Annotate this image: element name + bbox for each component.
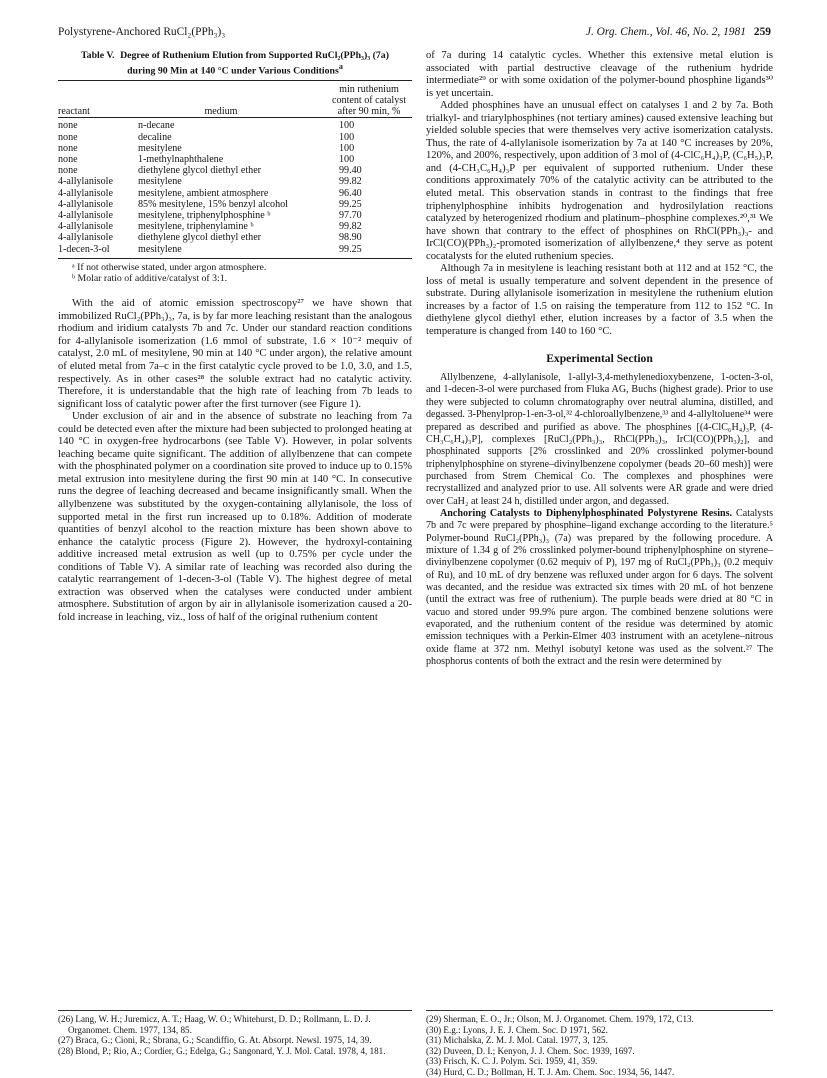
- col-header-value: min ruthenium content of catalyst after 90 min, %: [332, 83, 406, 118]
- experimental-paragraph: [426, 508, 773, 668]
- table-row: [58, 221, 412, 232]
- col-header-medium: medium: [204, 106, 238, 118]
- cell-reactant: none: [58, 165, 78, 177]
- paragraph: Added phosphines have an unusual effect on catalyses 1 and 2 by 7a. Both trialkyl- and triarylphosphines (not tertiary amines) caused extensive leaching but yielded soluble species that were themselves very active isomerization catalysts. Thus, the rate of 4-allylanisole isomerization by 7a at 140 °C increases by 20%, 120%, and 200%, respectively, upon addition of 3 mol of (4-ClC₆H₄)₃P, (C₆H₅)₃P, and (4-CH₃C₆H₄)₃P per equivalent of supported ruthenium. Under these conditions approximately 70% of the catalytic activity can be attributed to the eluted metal. This observation stands in contrast to the findings that free triphenylphosphine inhibits hydrogenation and hydrosilylation reactions catalyzed by heterogenized rhodium and platinum–phosphine complexes.²⁰,³¹ We have shown that contrary to the effect of phosphines on RhCl(PPh₃)₃- and IrCl(CO)(PPh₃)₂-promoted isomerization of allylbenzene,⁴ they serve as potent cocatalysts for the eluted ruthenium species.: [426, 100, 773, 262]
- table-label: Table V.: [81, 50, 115, 61]
- running-head: [58, 26, 771, 42]
- cell-medium: 85% mesitylene, 15% benzyl alcohol: [138, 198, 288, 210]
- cell-value: 100: [339, 142, 355, 154]
- cell-reactant: 4-allylanisole: [58, 221, 113, 233]
- cell-value: 99.82: [339, 221, 362, 233]
- experimental-paragraph: Allylbenzene, 4-allylanisole, 1-allyl-3,4-methylenedioxybenzene, 1-octen-3-ol, and 1-decen-3-ol were purchased from Fluka AG, Buchs (highest grade). Prior to use they were subjected to column chromatography over neutral alumina, distilled, and degassed. 3-Phenylprop-1-en-3-ol,³² 4-chloroallylbenzene,³³ and 4-allyltoluene³⁴ were prepared as described and purified as above. The phosphines [(4-ClC₆H₄)₃P, (4-CH₃C₆H₄)₃P], complexes [RuCl₂(PPh₃)₃, RhCl(PPh₃)₃, IrCl(CO)(PPh₃)₂], and phosphinated supports [2% crosslinked and 20% crosslinked polymer-bound triphenylphosphine on styrene–divinylbenzene copolymer (beads 20–60 mesh)] were purchased from Strem Chemical Co. The complexes and phosphines were recrystallized and analyzed prior to use. All solvents were AR grade and were dried over CaH₂ at least 24 h, distilled under argon, and degassed.: [426, 372, 773, 507]
- cell-value: 99.40: [339, 165, 362, 177]
- cell-value: 98.90: [339, 232, 362, 244]
- table-row: [58, 132, 412, 143]
- footnote-rule: [58, 1010, 412, 1011]
- cell-reactant: 4-allylanisole: [58, 176, 113, 188]
- cell-medium: n-decane: [138, 118, 304, 132]
- footnote: (27) Braca, G.; Cioni, R.; Sbrana, G.; Scandiffio, G. At. Absorpt. Newsl. 1975, 14, 39.: [58, 1035, 372, 1046]
- paragraph: Under exclusion of air and in the absence of substrate no leaching from 7a could be detected even after the mixture had been subjected to prolonged heating at 140 °C in oxygen-free hydrocarbons (see Table V). However, in polar solvents leaching became quite significant. The addition of allylbenzene that can compete with the phosphinated polymer on a coordination site proved to induce up to 0.15% metal extrusion into mesitylene during the first 90 min at 140 °C. In consecutive runs the degree of leaching decreased and became insignificantly small. When the allylbenzene was substituted by the oxygen-containing allylanisole, the loss of supported metal in the first run increased up to 0.18%. Addition of moderate quantities of benzyl alcohol to the reaction mixture has been shown above to enhance the catalytic process (Figure 2). However, the hydroxyl-containing additive increased metal extrusion as well (up to 0.75% per cycle under the conditions of Table V). A similar rate of leaching was recorded also during the catalytic rearrangement of 1-decen-3-ol (Table V). The highest degree of metal extraction was observed when the catalyses were conducted under ambient atmosphere. Substitution of argon by air in allylanisole isomerization caused a 20-fold increase in leaching, viz., loss of half of the original ruthenium content: [58, 411, 412, 623]
- col-header-reactant: reactant: [58, 106, 90, 118]
- left-body-text: [58, 298, 412, 624]
- journal-citation: J. Org. Chem., Vol. 46, No. 2, 1981: [585, 26, 746, 38]
- experimental-text: Catalysts 7b and 7c were prepared by phosphine–ligand exchange according to the literature.⁵ Polymer-bound RuCl₂(PPh₃)₃ (7a) was prepared by the following procedure. A mixture of 1.34 g of 2% crosslinked polymer-bound triphenylphosphine on styrene–divinylbenzene copolymer (0.62 mequiv of P), 197 mg of RuCl₂(PPh₃)₃ (0.2 mequiv of Ru), and 10 mL of dry benzene was refluxed under argon for 6 days. The solvent was decanted, and the residue was extracted six times with 20 mL of hot benzene (until the extract was free of ruthenium). The purple beads were dried at 80 °C in vacuo and stored under 99.9% pure argon. The combined benzene solutions were evaporated, and the ruthenium content of the residue was determined by atomic emission techniques with a Perkin-Elmer 403 instrument with an acetylene–nitrous oxide flame at 372 nm. Methyl isobutyl ketone was used as the solvent.²⁷ The phosphorus contents of both the extract and the resin were determined by: [426, 507, 773, 668]
- cell-value: 100: [339, 153, 355, 165]
- paragraph: of 7a during 14 catalytic cycles. Whether this extensive metal elution is associated with partial destructive cleavage of the ruthenium hydride intermediate²⁹ or with some oxidation of the polymer-bound phosphine ligands³⁰ is yet uncertain.: [426, 50, 773, 99]
- table-row: [58, 244, 412, 259]
- cell-value: 99.25: [339, 198, 362, 210]
- cell-reactant: 4-allylanisole: [58, 187, 113, 199]
- table-row: [58, 143, 412, 154]
- paragraph: Although 7a in mesitylene is leaching resistant both at 112 and at 152 °C, the loss of metal is usually temperature and solvent dependent in the presence of substrate. During allylanisole isomerization in mesitylene the ruthenium elution increases by a factor of 1.5 on raising the temperature from 112 to 152 °C. In diethylene glycol diethyl ether, elution increases by a factor of 3.5 when the temperature is changed from 140 to 160 °C.: [426, 263, 773, 338]
- elution-table: [58, 80, 412, 259]
- cell-reactant: 4-allylanisole: [58, 232, 113, 244]
- cell-medium: 1-methylnaphthalene: [138, 153, 224, 165]
- footnote-rule: [426, 1010, 773, 1011]
- footnotes-right: [426, 1010, 773, 1078]
- run-in-heading: Anchoring Catalysts to Diphenylphosphinated Polystyrene Resins.: [440, 507, 733, 519]
- paragraph: With the aid of atomic emission spectroscopy²⁷ we have shown that immobilized RuCl₂(PPh₃)₃, 7a, is by far more leaching resistant than the analogous rhodium and iridium catalysts 7b and 7c. Under our standard reaction conditions for 4-allylanisole isomerization (1.6 mmol of substrate, 1.6 × 10⁻² mequiv of catalyst, 2.0 mL of mesitylene, 90 min at 140 °C under argon), the relative amount of eluted metal from 7a–c in the first catalytic cycle proved to be 1.0, 3.0, and 1.5, respectively. As in other cases²⁸ the soluble extract had no catalytic activity. Therefore, it is understandable that the high rate of leaching from 7b leads to significant loss of catalytic power after the first turnover (see Figure 1).: [58, 298, 412, 410]
- cell-medium: mesitylene, triphenylamine ᵇ: [138, 221, 254, 233]
- footnote: (30) E.g.: Lyons, J. E. J. Chem. Soc. D 1971, 562.: [426, 1024, 608, 1035]
- table-notes: [58, 262, 412, 284]
- footnote: (31) Michalska, Z. M. J. Mol. Catal. 1977, 3, 125.: [426, 1035, 608, 1046]
- footnote: (26) Lang, W. H.; Juremicz, A. T.; Haag, W. O.; Whitehurst, D. D.; Rollmann, L. D. J. Organomet. Chem. 1977, 134, 85.: [58, 1014, 371, 1035]
- cell-reactant: 4-allylanisole: [58, 198, 113, 210]
- cell-medium: mesitylene, ambient atmosphere: [138, 187, 269, 199]
- footnote: (28) Blond, P.; Rio, A.; Cordier, G.; Edelga, G.; Sangonard, Y. J. Mol. Catal. 1978, 4, 181.: [58, 1045, 386, 1056]
- cell-medium: decaline: [138, 131, 172, 143]
- cell-value: 96.40: [339, 187, 362, 199]
- table-note: ᵇ Molar ratio of additive/catalyst of 3:1.: [72, 273, 228, 285]
- cell-medium: diethylene glycol diethyl ether: [138, 232, 262, 244]
- right-column: [426, 50, 773, 668]
- section-heading: Experimental Section: [546, 351, 653, 365]
- cell-reactant: 4-allylanisole: [58, 210, 113, 221]
- table-row: [58, 188, 412, 199]
- left-column: [58, 50, 412, 624]
- footnotes-left: [58, 1010, 412, 1056]
- page-number: 259: [753, 26, 771, 38]
- table-row: [58, 154, 412, 165]
- cell-value: 100: [339, 131, 355, 143]
- cell-medium: mesitylene: [138, 176, 182, 188]
- table-caption: [58, 50, 412, 76]
- cell-medium: diethylene glycol diethyl ether: [138, 165, 262, 177]
- table-row: [58, 199, 412, 210]
- table-row: [58, 210, 412, 221]
- cell-reactant: none: [58, 142, 78, 154]
- cell-medium: mesitylene, triphenylphosphine ᵇ: [138, 210, 271, 221]
- footnote: (29) Sherman, E. O., Jr.; Olson, M. J. Organomet. Chem. 1979, 172, C13.: [426, 1014, 694, 1024]
- cell-medium: mesitylene: [138, 244, 304, 259]
- table-caption-note-mark: a: [338, 62, 343, 71]
- cell-reactant: none: [58, 153, 78, 165]
- cell-value: 99.82: [339, 176, 362, 188]
- table-row: [58, 176, 412, 187]
- footnote: (33) Frisch, K. C. J. Polym. Sci. 1959, 41, 359.: [426, 1056, 598, 1067]
- cell-value: 100: [304, 118, 412, 132]
- cell-reactant: none: [58, 131, 78, 143]
- running-head-title: Polystyrene-Anchored RuCl₂(PPh₃)₃: [58, 26, 226, 38]
- running-head-journal: [586, 26, 771, 38]
- cell-reactant: 1-decen-3-ol: [58, 244, 138, 259]
- table-row: [58, 118, 412, 132]
- table-note: ᵃ If not otherwise stated, under argon atmosphere.: [72, 261, 267, 273]
- footnote: (32) Duveen, D. I.; Kenyon, J. J. Chem. Soc. 1939, 1697.: [426, 1045, 635, 1056]
- cell-reactant: none: [58, 118, 138, 132]
- cell-value: 97.70: [339, 210, 362, 221]
- cell-medium: mesitylene: [138, 142, 182, 154]
- footnote: (34) Hurd, C. D.; Bollman, H. T. J. Am. Chem. Soc. 1934, 56, 1447.: [426, 1066, 675, 1077]
- table-row: [58, 165, 412, 176]
- cell-value: 99.25: [304, 244, 412, 259]
- table-caption-text: Degree of Ruthenium Elution from Supported RuCl₂(PPh₃)₃ (7a) during 90 Min at 140 °C under Various Conditions: [120, 50, 389, 77]
- table-row: [58, 232, 412, 243]
